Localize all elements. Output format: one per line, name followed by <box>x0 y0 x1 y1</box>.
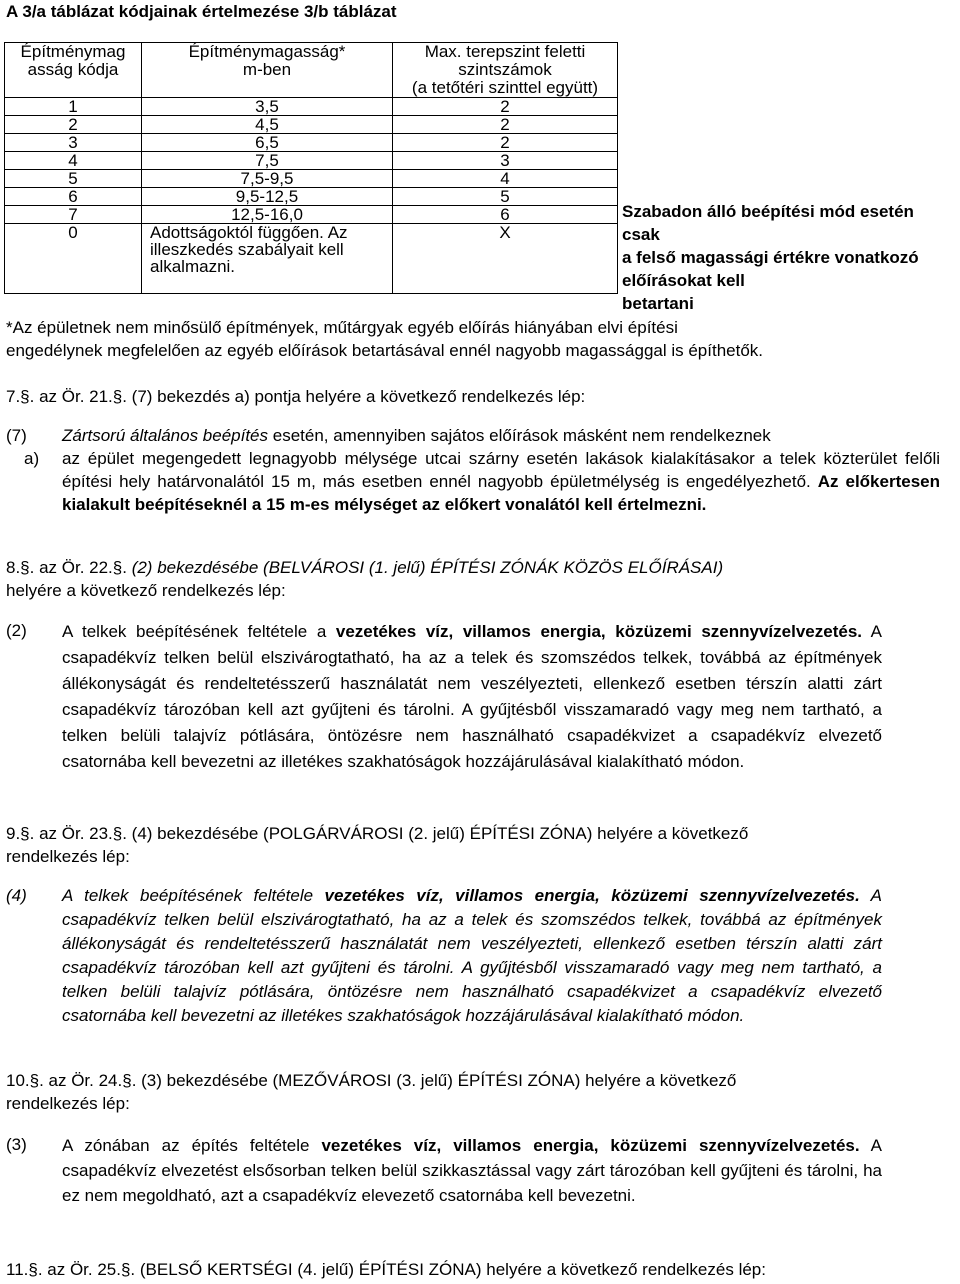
paragraph-label: (2) <box>6 621 27 640</box>
point-a-text <box>62 447 940 516</box>
table-cell: 5 <box>393 188 618 206</box>
text-run: az épület megengedett legnagyobb mélysége utcai szárny esetén lakások kialakításakor a telek közterület felőli építési hely határvonalától 15 m, más esetben ennél nagyobb épületmélység is engedélyezhető. <box>62 449 940 491</box>
table-cell: 1 <box>5 98 142 116</box>
table-cell: 7,5-9,5 <box>142 170 393 188</box>
height-code-table <box>4 42 618 294</box>
section-10-text <box>62 1133 882 1208</box>
table-row <box>5 98 618 116</box>
table-cell: 4 <box>393 170 618 188</box>
table-cell: 7,5 <box>142 152 393 170</box>
table-cell: 6,5 <box>142 134 393 152</box>
table-cell: 4,5 <box>142 116 393 134</box>
table-cell: 9,5-12,5 <box>142 188 393 206</box>
table-cell: 6 <box>393 206 618 224</box>
side-note-line: betartani <box>622 294 694 313</box>
text-run: A csapadékvíz telken belül elszivárogtatható, ha az a telek és szomszédos telkek, továbbá az építmények állékonyságát és rendeltetésszerű használatát nem veszélyezteti, ellenkező esetben térszín alatti zárt csapadékvíz tározóban kell azt gyűjteni és tárolni. A gyűjtésből visszamaradó vagy meg nem tartható, a telken belüli talajvíz pótlására, öntözésre nem használható csapadékvizet a csapadékvíz elvezető csatornába kell bevezetni az illetékes szakhatóságok hozzájárulásával kialakítható módon. <box>62 622 882 771</box>
table-footnote <box>6 316 956 362</box>
text-run: esetén, amennyiben sajátos előírások másként nem rendelkeznek <box>268 426 771 445</box>
table-cell: 0 <box>5 224 142 294</box>
text-run: 10.§. az Ör. 24.§. (3) bekezdésébe (MEZŐVÁROSI (3. jelű) ÉPÍTÉSI ZÓNA) helyére a következő <box>6 1071 737 1090</box>
side-note-line: a felső magassági értékre vonatkozó <box>622 248 919 267</box>
paragraph-label: (3) <box>6 1135 27 1154</box>
table-cell: 5 <box>5 170 142 188</box>
bold-text: vezetékes víz, villamos energia, közüzemi szennyvízelvezetés. <box>335 622 862 641</box>
table-header-code: Építménymag asság kódja <box>5 43 142 98</box>
table-row <box>5 134 618 152</box>
bold-text: Az előkertesen kialakult beépítéseknél a 15 m-es mélységet az előkert vonalától kell értelmezni. <box>62 472 940 514</box>
section-11-heading: 11.§. az Ör. 25.§. (BELSŐ KERTSÉGI (4. jelű) ÉPÍTÉSI ZÓNA) helyére a következő rendelkezés lép: <box>6 1260 766 1279</box>
section-9-text <box>62 884 882 1028</box>
text-run: 9.§. az Ör. 23.§. (4) bekezdésébe (POLGÁRVÁROSI (2. jelű) ÉPÍTÉSI ZÓNA) helyére a következő <box>6 824 749 843</box>
text-run: A csapadékvíz telken belül elszivárogtatható, ha az a telek és szomszédos telkek, továbbá az építmények állékonyságát és rendeltetésszerű használatát nem veszélyezteti, ellenkező esetben térszín alatti zárt csapadékvíz tározóban kell azt gyűjteni és tárolni. A gyűjtésből visszamaradó vagy meg nem tartható, a telken belüli talajvíz pótlására, öntözésre nem használható csapadékvizet a csapadékvíz elvezető csatornába kell bevezetni az illetékes szakhatóságok hozzájárulásával kialakítható módon. <box>62 886 883 1025</box>
table-cell: 6 <box>5 188 142 206</box>
side-note-line: Szabadon álló beépítési mód esetén <box>622 202 914 221</box>
section-7-heading: 7.§. az Ör. 21.§. (7) bekezdés a) pontja helyére a következő rendelkezés lép: <box>6 387 586 406</box>
table-row <box>5 170 618 188</box>
text-run: 8.§. az Ör. 22.§. <box>6 558 132 577</box>
bold-text: vezetékes víz, villamos energia, közüzemi szennyvízelvezetés. <box>324 886 860 905</box>
table-cell: 7 <box>5 206 142 224</box>
footnote-line: engedélynek megfelelően az egyéb előírások betartásával ennél nagyobb magassággal is építhetők. <box>6 341 764 360</box>
side-note-line: előírásokat kell <box>622 271 745 290</box>
table-cell: 2 <box>5 116 142 134</box>
table-header-levels: Max. terepszint feletti szintszámok (a tetőtéri szinttel együtt) <box>393 43 618 98</box>
italic-text: (2) bekezdésébe (BELVÁROSI (1. jelű) ÉPÍTÉSI ZÓNÁK KÖZÖS ELŐÍRÁSAI) <box>131 558 724 577</box>
text-run: A zónában az építés feltétele <box>62 1136 322 1155</box>
section-8-text <box>62 619 882 775</box>
paragraph-label: (4) <box>6 886 27 905</box>
bold-text: vezetékes víz, villamos energia, közüzemi szennyvízelvezetés. <box>321 1136 860 1155</box>
table-cell: 4 <box>5 152 142 170</box>
text-run: A csapadékvíz elvezetést elsősorban telken belül szikkasztással vagy zárt tározóban kell gyűjteni és tárolni, ha ez nem megoldható, azt a csapadékvíz elevezető csatornába kell bevezetni. <box>62 1136 883 1205</box>
table-cell: X <box>393 224 618 294</box>
table-cell: Adottságoktól függően. Az illeszkedés szabályait kell alkalmazni. <box>142 224 393 294</box>
text-run: rendelkezés lép: <box>6 847 130 866</box>
side-note <box>622 200 960 315</box>
text-run: A telkek beépítésének feltétele a <box>62 622 336 641</box>
table-cell: 3 <box>5 134 142 152</box>
section-8-heading <box>6 556 956 602</box>
table-row <box>5 188 618 206</box>
table-cell: 2 <box>393 134 618 152</box>
table-cell: 2 <box>393 116 618 134</box>
text-run: rendelkezés lép: <box>6 1094 130 1113</box>
side-note-line: csak <box>622 225 660 244</box>
italic-term: Zártsorú általános beépítés <box>62 426 269 445</box>
text-run: A telkek beépítésének feltétele <box>62 886 325 905</box>
section-9-heading <box>6 822 956 868</box>
table-header-height: Építménymagasság* m-ben <box>142 43 393 98</box>
paragraph-label: (7) <box>6 426 27 445</box>
table-row <box>5 116 618 134</box>
table-cell: 3 <box>393 152 618 170</box>
table-cell: 3,5 <box>142 98 393 116</box>
section-10-heading <box>6 1069 956 1115</box>
table-row <box>5 152 618 170</box>
table-row <box>5 224 618 294</box>
footnote-line: *Az épületnek nem minősülő építmények, műtárgyak egyéb előírás hiányában elvi építési <box>6 318 678 337</box>
point-label: a) <box>24 449 40 468</box>
table-cell: 12,5-16,0 <box>142 206 393 224</box>
table-cell: 2 <box>393 98 618 116</box>
text-run: helyére a következő rendelkezés lép: <box>6 581 286 600</box>
page-caption: A 3/a táblázat kódjainak értelmezése 3/b táblázat <box>6 2 397 21</box>
table-row <box>5 206 618 224</box>
